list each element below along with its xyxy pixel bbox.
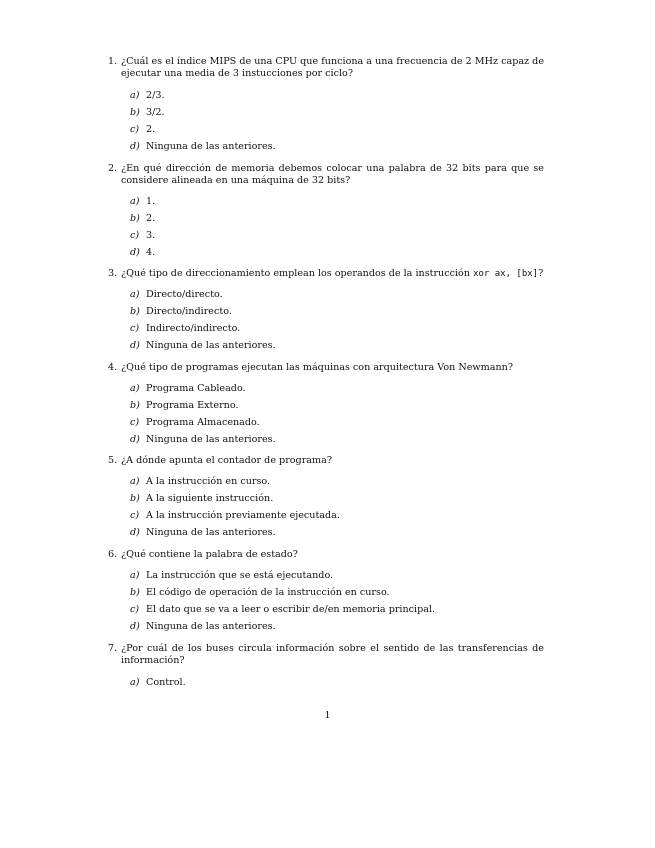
option-text: 2/3. bbox=[146, 90, 165, 101]
option-label: a) bbox=[130, 677, 140, 688]
option-text: La instrucción que se está ejecutando. bbox=[146, 570, 334, 581]
option-label: d) bbox=[130, 340, 140, 351]
option-d bbox=[130, 527, 276, 538]
option-b bbox=[130, 493, 273, 504]
option-label: c) bbox=[130, 124, 140, 135]
option-label: b) bbox=[130, 213, 140, 224]
question-text: ¿Cuál es el índice MIPS de una CPU que funciona a una frecuencia de 2 MHz capaz de ejecutar una media de 3 instucciones por ciclo? bbox=[121, 56, 544, 80]
option-label: a) bbox=[130, 476, 140, 487]
option-b bbox=[130, 213, 155, 224]
option-label: c) bbox=[130, 417, 140, 428]
option-text: 2. bbox=[146, 124, 156, 135]
question-number: 5. bbox=[108, 455, 118, 466]
question-number: 4. bbox=[108, 362, 118, 373]
option-a bbox=[130, 196, 155, 207]
question-text: ¿Por cuál de los buses circula información sobre el sentido de las transferencias de información? bbox=[121, 643, 544, 667]
option-label: b) bbox=[130, 493, 140, 504]
option-a bbox=[130, 383, 246, 394]
question-text: ¿A dónde apunta el contador de programa? bbox=[121, 455, 332, 466]
question-number: 2. bbox=[108, 163, 118, 174]
option-text: A la instrucción previamente ejecutada. bbox=[146, 510, 340, 521]
option-label: d) bbox=[130, 434, 140, 445]
option-text: Control. bbox=[146, 677, 186, 688]
option-c bbox=[130, 510, 340, 521]
option-text: 3/2. bbox=[146, 107, 165, 118]
option-label: b) bbox=[130, 107, 140, 118]
option-text: Ninguna de las anteriores. bbox=[146, 340, 276, 351]
option-c bbox=[130, 230, 155, 241]
question-text-pre: ¿Qué tipo de direccionamiento emplean los operandos de la instrucción bbox=[121, 268, 474, 279]
question-5 bbox=[108, 455, 544, 467]
question-text: ¿Qué contiene la palabra de estado? bbox=[121, 549, 298, 560]
question-3 bbox=[108, 268, 544, 280]
option-a bbox=[130, 570, 333, 581]
option-label: d) bbox=[130, 247, 140, 258]
option-text: 3. bbox=[146, 230, 156, 241]
option-text: Directo/directo. bbox=[146, 289, 223, 300]
question-4 bbox=[108, 362, 544, 374]
option-a bbox=[130, 677, 186, 688]
option-text: 4. bbox=[146, 247, 156, 258]
option-label: b) bbox=[130, 400, 140, 411]
page-number: 1 bbox=[324, 710, 331, 721]
option-b bbox=[130, 306, 232, 317]
option-text: 2. bbox=[146, 213, 156, 224]
option-label: a) bbox=[130, 196, 140, 207]
question-number: 7. bbox=[108, 643, 118, 654]
instruction-code: xor ax, [bx] bbox=[473, 269, 539, 279]
option-text: El dato que se va a leer o escribir de/en memoria principal. bbox=[146, 604, 436, 615]
question-text bbox=[121, 268, 544, 280]
option-d bbox=[130, 621, 276, 632]
question-text: ¿Qué tipo de programas ejecutan las máquinas con arquitectura Von Newmann? bbox=[121, 362, 513, 373]
question-text-post: ? bbox=[538, 268, 544, 279]
option-c bbox=[130, 124, 155, 135]
question-text: ¿En qué dirección de memoria debemos colocar una palabra de 32 bits para que se considere alineada en una máquina de 32 bits? bbox=[121, 163, 544, 187]
option-text: Programa Externo. bbox=[146, 400, 239, 411]
option-text: Ninguna de las anteriores. bbox=[146, 621, 276, 632]
option-b bbox=[130, 107, 165, 118]
option-a bbox=[130, 289, 223, 300]
option-text: 1. bbox=[146, 196, 156, 207]
option-d bbox=[130, 434, 276, 445]
option-text: Ninguna de las anteriores. bbox=[146, 434, 276, 445]
question-number: 1. bbox=[108, 56, 118, 67]
option-text: Directo/indirecto. bbox=[146, 306, 232, 317]
option-label: a) bbox=[130, 383, 140, 394]
option-a bbox=[130, 476, 270, 487]
option-text: Programa Almacenado. bbox=[146, 417, 260, 428]
option-d bbox=[130, 340, 276, 351]
option-c bbox=[130, 604, 435, 615]
option-label: d) bbox=[130, 527, 140, 538]
option-text: El código de operación de la instrucción en curso. bbox=[146, 587, 390, 598]
option-label: c) bbox=[130, 510, 140, 521]
option-text: Ninguna de las anteriores. bbox=[146, 527, 276, 538]
option-a bbox=[130, 90, 165, 101]
option-d bbox=[130, 141, 276, 152]
option-label: c) bbox=[130, 604, 140, 615]
option-b bbox=[130, 400, 239, 411]
question-7 bbox=[108, 643, 544, 668]
option-label: a) bbox=[130, 90, 140, 101]
question-2 bbox=[108, 163, 544, 188]
option-label: d) bbox=[130, 621, 140, 632]
option-c bbox=[130, 323, 240, 334]
option-label: b) bbox=[130, 587, 140, 598]
question-number: 6. bbox=[108, 549, 118, 560]
question-6 bbox=[108, 549, 544, 561]
option-label: d) bbox=[130, 141, 140, 152]
option-b bbox=[130, 587, 390, 598]
option-label: b) bbox=[130, 306, 140, 317]
option-text: Ninguna de las anteriores. bbox=[146, 141, 276, 152]
option-c bbox=[130, 417, 260, 428]
option-label: c) bbox=[130, 323, 140, 334]
option-label: a) bbox=[130, 570, 140, 581]
option-label: a) bbox=[130, 289, 140, 300]
option-text: A la instrucción en curso. bbox=[146, 476, 271, 487]
question-1 bbox=[108, 56, 544, 81]
option-d bbox=[130, 247, 155, 258]
option-text: A la siguiente instrucción. bbox=[146, 493, 274, 504]
option-text: Programa Cableado. bbox=[146, 383, 246, 394]
option-text: Indirecto/indirecto. bbox=[146, 323, 241, 334]
question-number: 3. bbox=[108, 268, 118, 279]
option-label: c) bbox=[130, 230, 140, 241]
